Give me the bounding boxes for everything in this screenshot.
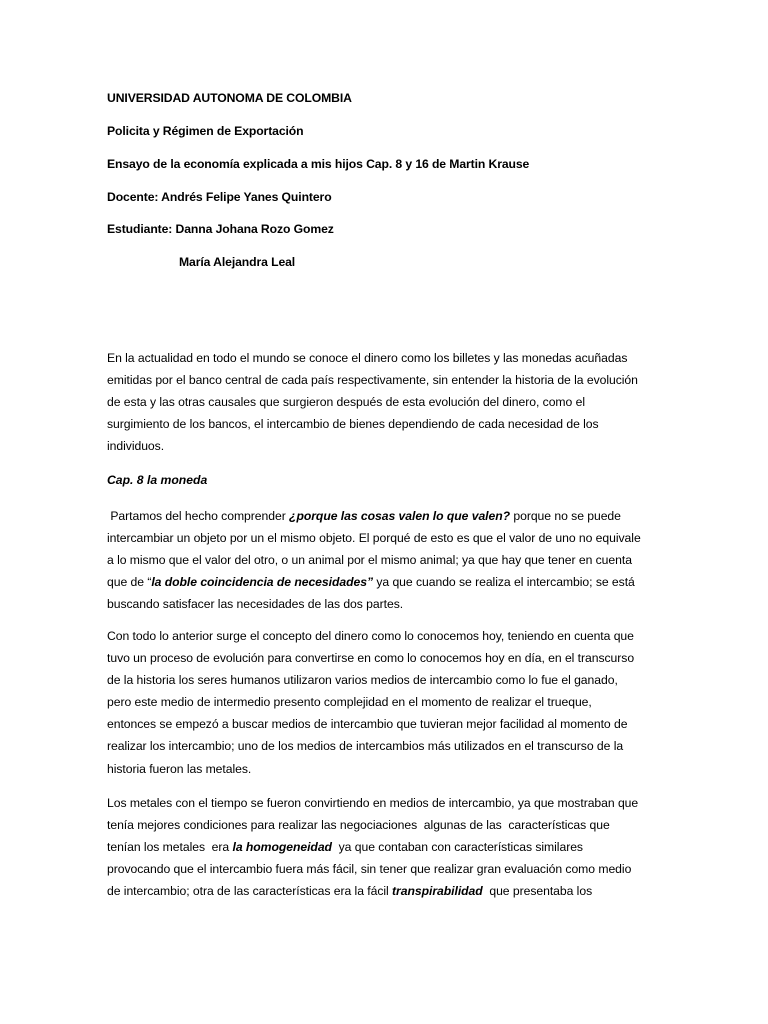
paragraph-line: Los metales con el tiempo se fueron convirtiendo en medios de intercambio, ya que mostraban que xyxy=(107,796,639,810)
intro-line: de esta y las otras causales que surgieron después de esta evolución del dinero, como el xyxy=(107,395,585,410)
section-heading: Cap. 8 la moneda xyxy=(107,473,208,487)
paragraph-line: realizar los intercambio; uno de los medios de intercambios más utilizados en el transcurso de la xyxy=(107,739,624,754)
emphasis-text: ¿porque las cosas valen lo que valen? xyxy=(289,509,511,523)
text-run: de intercambio; otra de las características era la fácil xyxy=(107,884,393,899)
text-run: que presentaba los xyxy=(482,884,593,899)
paragraph-line: de la historia los seres humanos utilizaron varios medios de intercambio como lo fue el ganado, xyxy=(107,673,618,688)
paragraph-line: tenía mejores condiciones para realizar las negociaciones algunas de las características que xyxy=(107,818,610,833)
student-name-1: Estudiante: Danna Johana Rozo Gomez xyxy=(107,222,334,236)
intro-paragraph xyxy=(107,347,682,457)
paragraph-3 xyxy=(107,792,682,902)
paragraph-line: intercambiar un objeto por un el mismo objeto. El porqué de esto es que el valor de uno no equivale xyxy=(107,531,641,546)
paragraph-line xyxy=(107,880,682,902)
paragraph-line: Con todo lo anterior surge el concepto del dinero como lo conocemos hoy, teniendo en cuenta que xyxy=(107,629,634,643)
paragraph-line: a lo mismo que el valor del otro, o un animal por el mismo animal; ya que hay que tener en cuenta xyxy=(107,553,632,568)
intro-line: individuos. xyxy=(107,439,165,454)
teacher-name: Docente: Andrés Felipe Yanes Quintero xyxy=(107,190,332,204)
intro-line: surgimiento de los bancos, el intercambio de bienes dependiendo de cada necesidad de los xyxy=(107,417,599,432)
paragraph-line xyxy=(107,836,682,858)
text-run: tenían los metales era xyxy=(107,840,233,855)
emphasis-text: la doble coincidencia de necesidades” xyxy=(151,575,373,590)
emphasis-text: transpirabilidad xyxy=(392,884,483,899)
paragraph-line xyxy=(107,505,682,527)
text-run: Partamos del hecho comprender xyxy=(107,509,290,523)
paragraph-2 xyxy=(107,625,682,780)
paragraph-line: provocando que el intercambio fuera más fácil, sin tener que realizar gran evaluación como medio xyxy=(107,862,632,877)
paragraph-line: buscando satisfacer las necesidades de las dos partes. xyxy=(107,597,404,612)
text-run: ya que cuando se realiza el intercambio; se está xyxy=(373,575,635,590)
text-run: ya que contaban con características similares xyxy=(331,840,583,855)
intro-line: En la actualidad en todo el mundo se conoce el dinero como los billetes y las monedas acuñadas xyxy=(107,351,628,365)
emphasis-text: la homogeneidad xyxy=(232,840,332,855)
university-name: UNIVERSIDAD AUTONOMA DE COLOMBIA xyxy=(107,91,352,105)
course-name: Policita y Régimen de Exportación xyxy=(107,124,304,138)
text-run: que de “ xyxy=(107,575,152,590)
intro-line: emitidas por el banco central de cada país respectivamente, sin entender la historia de la evolución xyxy=(107,373,638,388)
text-run: porque no se puede xyxy=(510,509,621,523)
paragraph-1 xyxy=(107,505,682,615)
student-name-2: María Alejandra Leal xyxy=(179,255,296,269)
paragraph-line xyxy=(107,571,682,593)
essay-title: Ensayo de la economía explicada a mis hijos Cap. 8 y 16 de Martin Krause xyxy=(107,157,530,171)
paragraph-line: pero este medio de intermedio presento complejidad en el momento de realizar el trueque, xyxy=(107,695,592,710)
paragraph-line: entonces se empezó a buscar medios de intercambio que tuvieran mejor facilidad al momento de xyxy=(107,717,628,732)
paragraph-line: historia fueron las metales. xyxy=(107,761,252,776)
paragraph-line: tuvo un proceso de evolución para convertirse en como lo conocemos hoy en día, en el transcurso xyxy=(107,651,635,666)
